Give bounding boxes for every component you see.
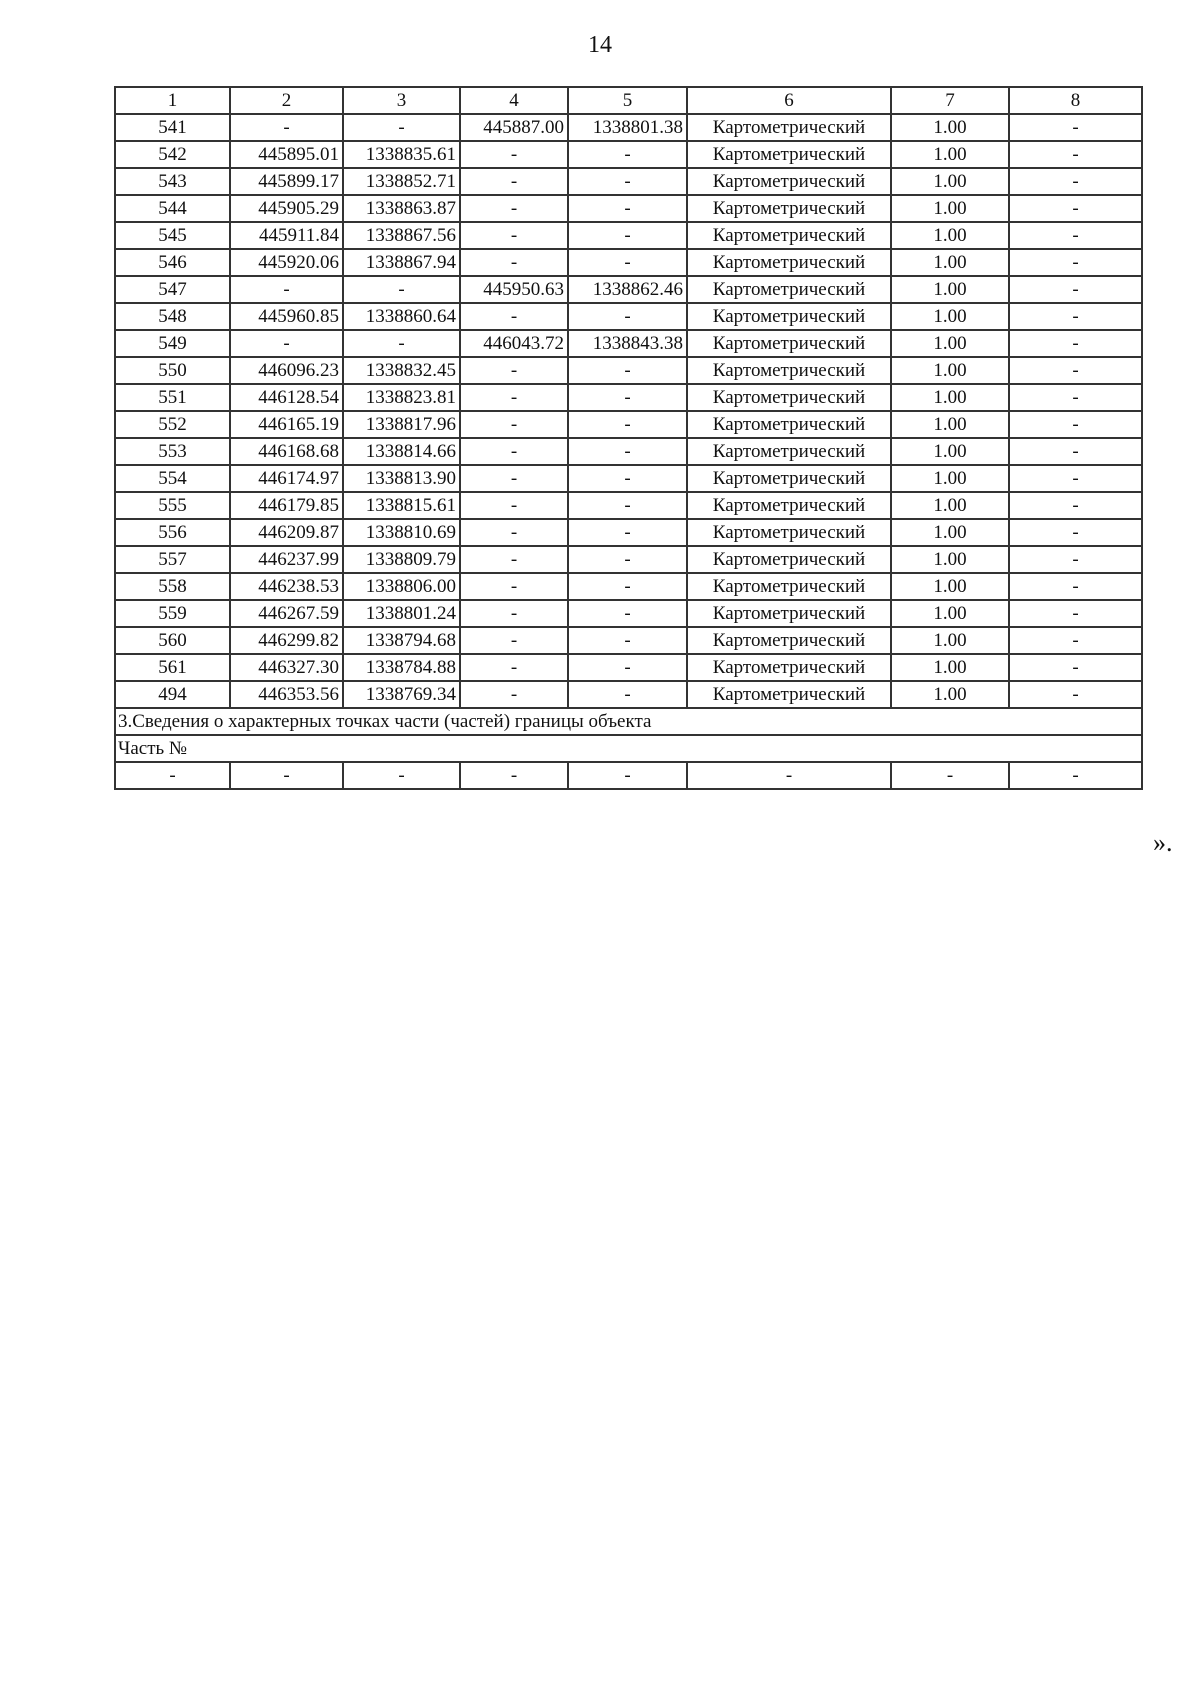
table-cell: Картометрический bbox=[687, 195, 891, 222]
table-cell: - bbox=[1009, 681, 1142, 708]
table-cell: - bbox=[1009, 573, 1142, 600]
table-cell: 547 bbox=[115, 276, 230, 303]
table-cell: 1.00 bbox=[891, 276, 1009, 303]
table-cell: 558 bbox=[115, 573, 230, 600]
table-cell: 1.00 bbox=[891, 114, 1009, 141]
table-cell: - bbox=[460, 519, 568, 546]
table-cell: - bbox=[1009, 438, 1142, 465]
table-cell: 555 bbox=[115, 492, 230, 519]
table-cell: 543 bbox=[115, 168, 230, 195]
table-cell: - bbox=[230, 276, 343, 303]
table-cell: Картометрический bbox=[687, 546, 891, 573]
header-cell: 7 bbox=[891, 87, 1009, 114]
table-cell: 1338867.56 bbox=[343, 222, 460, 249]
table-cell: - bbox=[460, 465, 568, 492]
table-footer bbox=[115, 708, 1142, 789]
table-cell: - bbox=[460, 546, 568, 573]
table-cell: - bbox=[1009, 600, 1142, 627]
table-cell: - bbox=[568, 573, 687, 600]
table-cell: Картометрический bbox=[687, 465, 891, 492]
table-cell: 446165.19 bbox=[230, 411, 343, 438]
table-cell: - bbox=[460, 168, 568, 195]
table-cell: - bbox=[568, 546, 687, 573]
table-cell: Картометрический bbox=[687, 276, 891, 303]
empty-cell: - bbox=[230, 762, 343, 789]
table-cell: - bbox=[568, 654, 687, 681]
table-cell: - bbox=[1009, 222, 1142, 249]
table-cell: 560 bbox=[115, 627, 230, 654]
table-cell: - bbox=[568, 303, 687, 330]
table-cell: 446237.99 bbox=[230, 546, 343, 573]
table-cell: - bbox=[460, 384, 568, 411]
table-cell: 1338809.79 bbox=[343, 546, 460, 573]
table-cell: 1338794.68 bbox=[343, 627, 460, 654]
table-cell: 446096.23 bbox=[230, 357, 343, 384]
table-row bbox=[115, 276, 1142, 303]
table-cell: - bbox=[568, 195, 687, 222]
table-cell: 1338801.24 bbox=[343, 600, 460, 627]
table-row bbox=[115, 654, 1142, 681]
empty-cell: - bbox=[343, 762, 460, 789]
empty-cell: - bbox=[568, 762, 687, 789]
table-cell: 446128.54 bbox=[230, 384, 343, 411]
table-cell: 552 bbox=[115, 411, 230, 438]
header-cell: 6 bbox=[687, 87, 891, 114]
table-cell: 446238.53 bbox=[230, 573, 343, 600]
table-cell: - bbox=[568, 627, 687, 654]
empty-cell: - bbox=[1009, 762, 1142, 789]
table-cell: - bbox=[1009, 627, 1142, 654]
table-cell: 445905.29 bbox=[230, 195, 343, 222]
table-cell: - bbox=[460, 303, 568, 330]
table-cell: Картометрический bbox=[687, 222, 891, 249]
table-cell: 1338852.71 bbox=[343, 168, 460, 195]
table-cell: 445899.17 bbox=[230, 168, 343, 195]
table-cell: 1.00 bbox=[891, 438, 1009, 465]
table-cell: 1.00 bbox=[891, 141, 1009, 168]
table-cell: - bbox=[460, 573, 568, 600]
table-cell: - bbox=[460, 681, 568, 708]
table-cell: 445950.63 bbox=[460, 276, 568, 303]
table-cell: - bbox=[568, 384, 687, 411]
table-cell: - bbox=[230, 330, 343, 357]
table-cell: - bbox=[460, 195, 568, 222]
header-cell: 1 bbox=[115, 87, 230, 114]
table-cell: 553 bbox=[115, 438, 230, 465]
table-cell: 1338843.38 bbox=[568, 330, 687, 357]
table-cell: 446209.87 bbox=[230, 519, 343, 546]
table-cell: - bbox=[1009, 276, 1142, 303]
table-row bbox=[115, 681, 1142, 708]
table-cell: - bbox=[568, 492, 687, 519]
table-cell: 1338862.46 bbox=[568, 276, 687, 303]
table-cell: 1.00 bbox=[891, 249, 1009, 276]
part-label-row bbox=[115, 735, 1142, 762]
table-cell: 1338815.61 bbox=[343, 492, 460, 519]
table-cell: 545 bbox=[115, 222, 230, 249]
table-cell: 1.00 bbox=[891, 681, 1009, 708]
table-cell: 1.00 bbox=[891, 168, 1009, 195]
table-cell: - bbox=[1009, 519, 1142, 546]
table-row bbox=[115, 168, 1142, 195]
table-row bbox=[115, 465, 1142, 492]
table-cell: 445920.06 bbox=[230, 249, 343, 276]
table-cell: - bbox=[1009, 654, 1142, 681]
table-cell: - bbox=[1009, 546, 1142, 573]
table-row bbox=[115, 546, 1142, 573]
table-cell: Картометрический bbox=[687, 681, 891, 708]
table-cell: 1.00 bbox=[891, 411, 1009, 438]
table-row bbox=[115, 222, 1142, 249]
table-cell: 550 bbox=[115, 357, 230, 384]
section-title: 3.Сведения о характерных точках части (частей) границы объекта bbox=[115, 708, 1142, 735]
table-cell: 1338867.94 bbox=[343, 249, 460, 276]
table-row bbox=[115, 195, 1142, 222]
table-cell: 1338835.61 bbox=[343, 141, 460, 168]
header-cell: 4 bbox=[460, 87, 568, 114]
table-row bbox=[115, 438, 1142, 465]
table-cell: 1338832.45 bbox=[343, 357, 460, 384]
table-row bbox=[115, 357, 1142, 384]
table-cell: - bbox=[1009, 141, 1142, 168]
table-cell: 446043.72 bbox=[460, 330, 568, 357]
table-cell: 1.00 bbox=[891, 573, 1009, 600]
table-cell: - bbox=[1009, 249, 1142, 276]
table-cell: - bbox=[1009, 114, 1142, 141]
table-cell: 1338817.96 bbox=[343, 411, 460, 438]
empty-cell: - bbox=[460, 762, 568, 789]
table-cell: Картометрический bbox=[687, 627, 891, 654]
header-cell: 8 bbox=[1009, 87, 1142, 114]
table-cell: 1338823.81 bbox=[343, 384, 460, 411]
table-cell: Картометрический bbox=[687, 330, 891, 357]
table-row bbox=[115, 519, 1142, 546]
table-cell: - bbox=[568, 141, 687, 168]
empty-cell: - bbox=[115, 762, 230, 789]
table-cell: - bbox=[1009, 411, 1142, 438]
table-cell: 1.00 bbox=[891, 654, 1009, 681]
table-cell: 1338769.34 bbox=[343, 681, 460, 708]
table-cell: Картометрический bbox=[687, 411, 891, 438]
table-cell: 445960.85 bbox=[230, 303, 343, 330]
table-cell: - bbox=[230, 114, 343, 141]
table-cell: 1.00 bbox=[891, 357, 1009, 384]
table-cell: 445895.01 bbox=[230, 141, 343, 168]
table-cell: - bbox=[568, 519, 687, 546]
table-cell: Картометрический bbox=[687, 168, 891, 195]
table-cell: 494 bbox=[115, 681, 230, 708]
section-title-row bbox=[115, 708, 1142, 735]
table-cell: Картометрический bbox=[687, 573, 891, 600]
table-cell: - bbox=[568, 249, 687, 276]
table-cell: - bbox=[460, 438, 568, 465]
table-cell: - bbox=[343, 276, 460, 303]
table-cell: - bbox=[1009, 330, 1142, 357]
table-cell: 546 bbox=[115, 249, 230, 276]
table-cell: Картометрический bbox=[687, 519, 891, 546]
coordinates-table bbox=[114, 86, 1143, 790]
table-cell: - bbox=[460, 600, 568, 627]
table-cell: - bbox=[1009, 492, 1142, 519]
empty-cell: - bbox=[891, 762, 1009, 789]
table-cell: 1338801.38 bbox=[568, 114, 687, 141]
table-cell: 446168.68 bbox=[230, 438, 343, 465]
table-cell: - bbox=[1009, 195, 1142, 222]
table-cell: 445911.84 bbox=[230, 222, 343, 249]
table-cell: Картометрический bbox=[687, 141, 891, 168]
table-cell: Картометрический bbox=[687, 600, 891, 627]
table-cell: - bbox=[1009, 357, 1142, 384]
table-cell: - bbox=[568, 681, 687, 708]
table-cell: 1338810.69 bbox=[343, 519, 460, 546]
table-cell: 1.00 bbox=[891, 195, 1009, 222]
table-cell: 1.00 bbox=[891, 492, 1009, 519]
empty-row bbox=[115, 762, 1142, 789]
table-cell: 554 bbox=[115, 465, 230, 492]
table-cell: Картометрический bbox=[687, 384, 891, 411]
table-cell: 551 bbox=[115, 384, 230, 411]
table-header-row bbox=[115, 87, 1142, 114]
table-cell: 1338863.87 bbox=[343, 195, 460, 222]
table-cell: Картометрический bbox=[687, 303, 891, 330]
table-cell: 1338784.88 bbox=[343, 654, 460, 681]
table-cell: - bbox=[460, 492, 568, 519]
part-label: Часть № bbox=[115, 735, 1142, 762]
table-cell: - bbox=[460, 249, 568, 276]
table-cell: 542 bbox=[115, 141, 230, 168]
table-cell: - bbox=[568, 438, 687, 465]
table-cell: 556 bbox=[115, 519, 230, 546]
header-cell: 2 bbox=[230, 87, 343, 114]
table-cell: - bbox=[1009, 465, 1142, 492]
table-body bbox=[115, 87, 1142, 708]
table-cell: Картометрический bbox=[687, 249, 891, 276]
table-cell: 1.00 bbox=[891, 627, 1009, 654]
empty-cell: - bbox=[687, 762, 891, 789]
table-cell: 1.00 bbox=[891, 303, 1009, 330]
table-row bbox=[115, 141, 1142, 168]
table-cell: 446299.82 bbox=[230, 627, 343, 654]
table-cell: 446353.56 bbox=[230, 681, 343, 708]
table-cell: Картометрический bbox=[687, 492, 891, 519]
table-cell: 1.00 bbox=[891, 330, 1009, 357]
table-cell: 446327.30 bbox=[230, 654, 343, 681]
table-cell: 446174.97 bbox=[230, 465, 343, 492]
table-cell: 559 bbox=[115, 600, 230, 627]
table-cell: 1338813.90 bbox=[343, 465, 460, 492]
table-row bbox=[115, 492, 1142, 519]
table-row bbox=[115, 303, 1142, 330]
table-cell: 549 bbox=[115, 330, 230, 357]
table-row bbox=[115, 249, 1142, 276]
closing-quote: ». bbox=[1153, 828, 1173, 857]
table-cell: 1.00 bbox=[891, 519, 1009, 546]
table-row bbox=[115, 627, 1142, 654]
table-cell: 561 bbox=[115, 654, 230, 681]
table-cell: 1338806.00 bbox=[343, 573, 460, 600]
table-cell: 1.00 bbox=[891, 384, 1009, 411]
table-row bbox=[115, 330, 1142, 357]
table-cell: 544 bbox=[115, 195, 230, 222]
table-row bbox=[115, 114, 1142, 141]
table-row bbox=[115, 411, 1142, 438]
table-cell: 1.00 bbox=[891, 600, 1009, 627]
table-cell: 1.00 bbox=[891, 465, 1009, 492]
table-cell: Картометрический bbox=[687, 438, 891, 465]
table-cell: Картометрический bbox=[687, 114, 891, 141]
table-row bbox=[115, 600, 1142, 627]
table-cell: - bbox=[1009, 168, 1142, 195]
table-cell: - bbox=[460, 627, 568, 654]
table-cell: 541 bbox=[115, 114, 230, 141]
table-cell: Картометрический bbox=[687, 654, 891, 681]
table-cell: - bbox=[460, 357, 568, 384]
table-cell: - bbox=[460, 141, 568, 168]
table-cell: 446267.59 bbox=[230, 600, 343, 627]
table-cell: 1.00 bbox=[891, 546, 1009, 573]
table-cell: - bbox=[568, 168, 687, 195]
table-cell: 1.00 bbox=[891, 222, 1009, 249]
table-row bbox=[115, 573, 1142, 600]
header-cell: 3 bbox=[343, 87, 460, 114]
page-number: 14 bbox=[588, 32, 612, 58]
table-cell: - bbox=[568, 357, 687, 384]
table-cell: 446179.85 bbox=[230, 492, 343, 519]
table-cell: - bbox=[568, 411, 687, 438]
table-cell: - bbox=[1009, 384, 1142, 411]
table-cell: 548 bbox=[115, 303, 230, 330]
table-row bbox=[115, 384, 1142, 411]
header-cell: 5 bbox=[568, 87, 687, 114]
table-cell: - bbox=[460, 654, 568, 681]
table-cell: 1338860.64 bbox=[343, 303, 460, 330]
table-cell: - bbox=[1009, 303, 1142, 330]
table-cell: - bbox=[460, 411, 568, 438]
table-cell: - bbox=[568, 600, 687, 627]
table-cell: 445887.00 bbox=[460, 114, 568, 141]
table-cell: - bbox=[460, 222, 568, 249]
table-cell: - bbox=[568, 465, 687, 492]
table-cell: - bbox=[343, 330, 460, 357]
table-cell: 1338814.66 bbox=[343, 438, 460, 465]
table-cell: - bbox=[343, 114, 460, 141]
table-cell: - bbox=[568, 222, 687, 249]
table-cell: 557 bbox=[115, 546, 230, 573]
table-cell: Картометрический bbox=[687, 357, 891, 384]
